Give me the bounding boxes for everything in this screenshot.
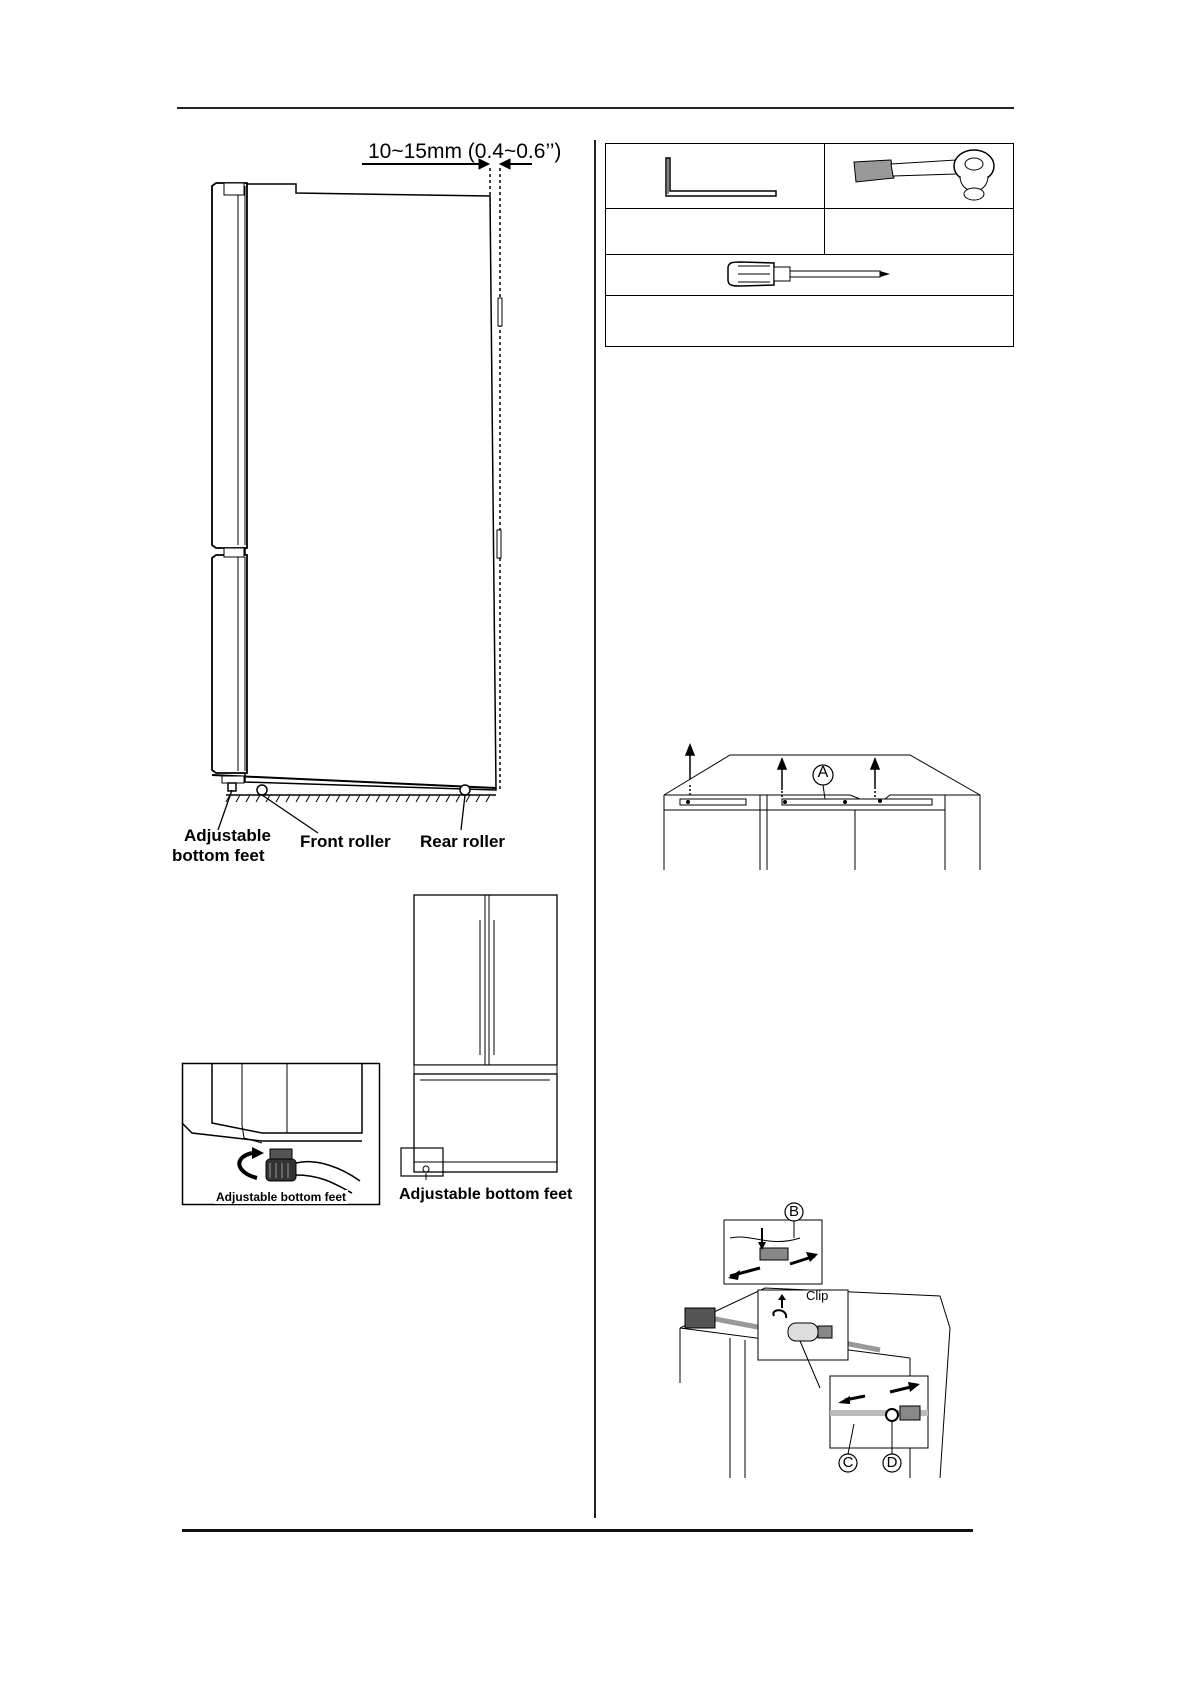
clip-label: Clip: [806, 1288, 829, 1303]
front-view-feet-label: Adjustable bottom feet: [399, 1186, 573, 1203]
feet-closeup-label: Adjustable bottom feet: [216, 1190, 347, 1204]
tools-row-3-divider: [606, 295, 1013, 296]
feet-closeup-figure: [182, 1063, 380, 1205]
front-roller-label: Front roller: [300, 832, 391, 851]
allen-key-icon: [656, 154, 786, 204]
clearance-dimension-label: 10~15mm (0.4~0.6’’): [368, 140, 562, 163]
tools-col-divider: [824, 144, 825, 254]
callout-a: A: [817, 764, 829, 781]
refrigerator-side-view: [0, 0, 600, 880]
feet-label-line-2: bottom feet: [172, 846, 265, 865]
footer-rule: [182, 1529, 973, 1532]
rear-roller-label: Rear roller: [420, 832, 506, 851]
tools-row-2-divider: [606, 254, 1013, 255]
feet-label-line-1: Adjustable: [184, 826, 271, 845]
callout-d: D: [886, 1454, 898, 1471]
screwdriver-icon: [724, 258, 894, 292]
tools-table: [605, 143, 1014, 347]
refrigerator-front-view: [400, 890, 580, 1180]
callout-c: C: [842, 1454, 854, 1471]
callout-b: B: [788, 1203, 799, 1220]
hinge-cover-figure: [650, 735, 990, 870]
tools-row-1-divider: [606, 208, 1013, 209]
socket-wrench-icon: [846, 148, 1011, 206]
water-line-figure: [670, 1208, 950, 1478]
